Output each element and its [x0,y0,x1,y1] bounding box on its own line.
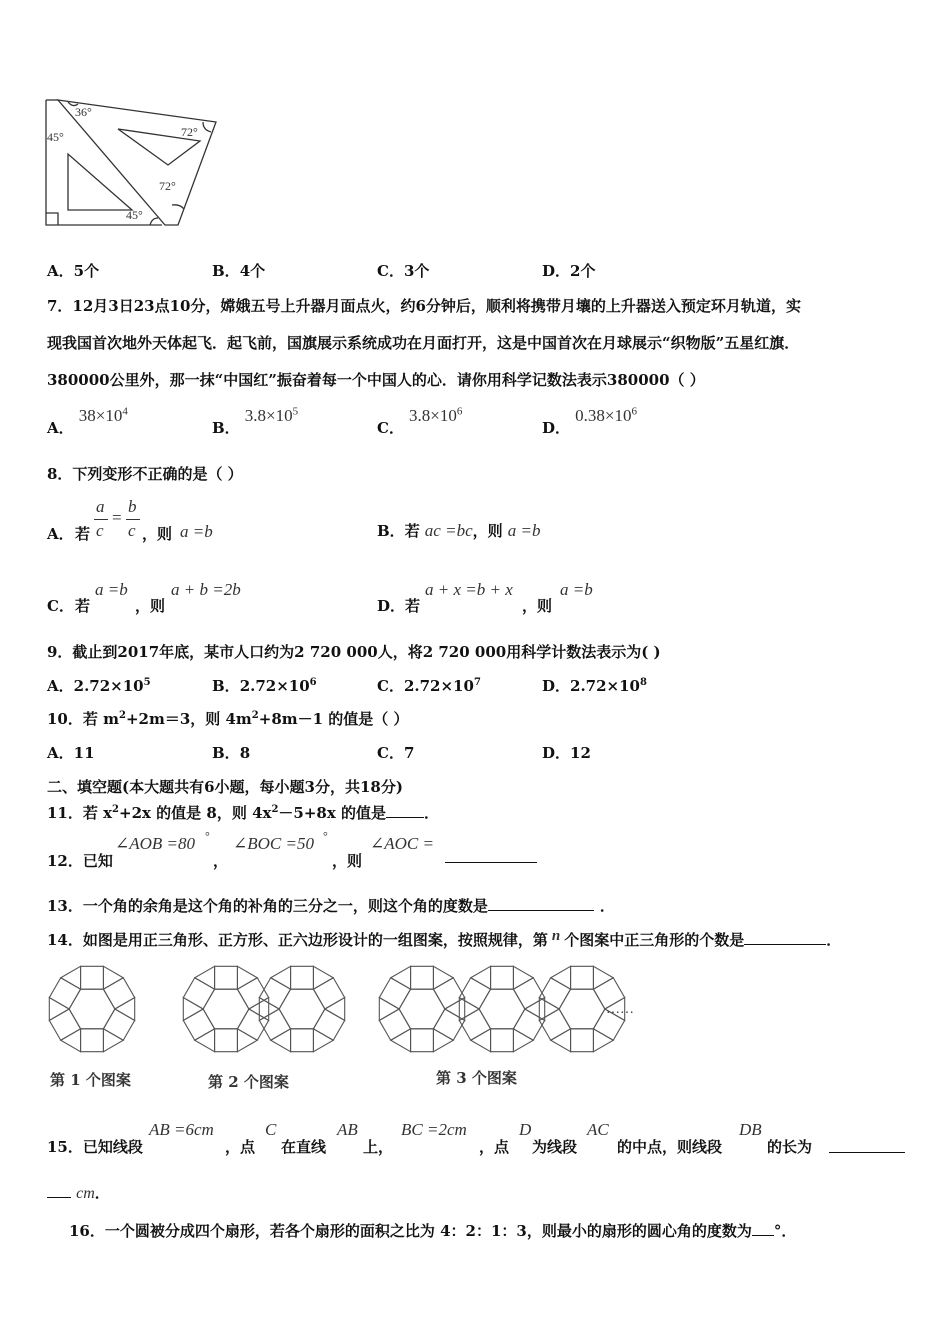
q6-triangle-figure [40,92,225,230]
q11: 11．若 $x^2+2x$ 的值是 8，则 $4x^2-5+8x$ 的值是 ． [47,804,440,822]
fraction-bar-1 [94,519,108,520]
fraction-bar-2 [126,519,140,520]
q16: 16．一个圆被分成四个扇形，若各个扇形的面积之比为 4：2：1：3，则最小的扇形的圆心角的度数为 °． [69,1222,797,1240]
q15-answer-blank-1[interactable] [829,1138,905,1153]
q8-title: 8．下列变形不正确的是（ ） [47,465,243,483]
q12: 12．已知 ∠AOB =80 ° ， ∠BOC =50 ° ，则 ∠AOC = [47,834,567,868]
q12-answer-blank[interactable] [445,848,537,863]
q13: 13．一个角的余角是这个角的补角的三分之一，则这个角的度数是 ． [47,897,615,915]
angle-72-top: 72° [181,125,198,139]
q10-title: 10．若 $m^2+2m=3$，则 $4m^2+8m-1$ 的值是（ ） [47,710,409,728]
q9-title: 9．截止到2017年底，某市人口约为2 720 000人，将2 720 000用科学计数法表示为( ) [47,643,661,661]
q6-option-d[interactable]: D．2个 [542,262,596,280]
q7-line1: 7．12月3日23点10分，嫦娥五号上升器月面点火，约6分钟后，顺利将携带月壤的上升器送入预定环月轨道，实 [47,297,801,315]
pattern-1-motif [49,966,134,1051]
q9-option-d[interactable]: D．$2.72\times 10^8$ [542,677,647,695]
angle-45-bottom: 45° [126,208,143,222]
q15-answer-blank-2[interactable] [47,1183,71,1198]
q9-option-a[interactable]: A．$2.72\times 10^5$ [47,677,151,695]
pattern-3-motif-2 [459,966,544,1051]
pattern-2-motif-2 [259,966,344,1051]
q14-answer-blank[interactable] [744,930,826,945]
q6-option-a[interactable]: A．5个 [47,262,100,280]
q14: 14．如图是用正三角形、正方形、正六边形设计的一组图案，按照规律，第 n 个图案中正三角形的个数是 ． [47,928,842,949]
q15-continued: cm． [47,1182,110,1203]
angle-72-bottom: 72° [159,179,176,193]
q7-line2: 现我国首次地外天体起飞．起飞前，国旗展示系统成功在月面打开，这是中国首次在月球展示“织物版”五星红旗． [47,334,800,352]
angle-45-left: 45° [47,130,64,144]
q6-option-c[interactable]: C．3个 [377,262,430,280]
q8-option-c[interactable]: C． 若 a =b ，则 a + b =2b [47,580,241,615]
q10-option-a[interactable]: A．11 [47,744,95,762]
q10-option-b[interactable]: B．8 [212,744,251,762]
pattern-continue-dots: …… [606,1002,634,1017]
angle-36: 36° [75,105,92,119]
q8-option-b[interactable]: B．若 ac =bc，则 a =b [377,521,541,540]
section-2-title: 二、填空题(本大题共有6小题，每小题3分，共18分) [47,778,403,796]
q13-answer-blank[interactable] [488,896,594,911]
pattern-3-motif-1 [379,966,464,1051]
q9-option-c[interactable]: C．$2.72\times 10^7$ [377,677,481,695]
q9-option-b[interactable]: B．$2.72\times 10^6$ [212,677,317,695]
q7-option-a[interactable]: A． $38\times 10^4$ [47,405,128,437]
q15: 15．已知线段 AB =6cm ，点 C 在直线 AB 上， BC =2cm ，点 D 为线段 AC 的中点，则线段 DB 的长为 [47,1120,917,1156]
q11-answer-blank[interactable] [386,803,424,818]
pattern-3-caption: 第 3 个图案 [436,1069,517,1087]
q10-option-c[interactable]: C．7 [377,744,415,762]
q14-pattern-figure [40,955,640,1095]
q10-option-d[interactable]: D．12 [542,744,591,762]
pattern-2-caption: 第 2 个图案 [208,1073,289,1091]
pattern-1-caption: 第 1 个图案 [50,1071,131,1089]
q7-option-d[interactable]: D． $0.38\times 10^6$ [542,405,637,437]
q7-line3: 380000公里外，那一抹“中国红”振奋着每一个中国人的心．请你用科学记数法表示380000（ ） [47,371,705,389]
q7-option-b[interactable]: B． $3.8\times 10^5$ [212,405,299,437]
q6-option-b[interactable]: B．4个 [212,262,266,280]
q16-answer-blank[interactable] [752,1221,774,1236]
q8-option-d[interactable]: D． 若 a + x =b + x ，则 a =b [377,580,593,615]
q7-option-c[interactable]: C． $3.8\times 10^6$ [377,405,463,437]
pattern-2-motif-1 [183,966,268,1051]
